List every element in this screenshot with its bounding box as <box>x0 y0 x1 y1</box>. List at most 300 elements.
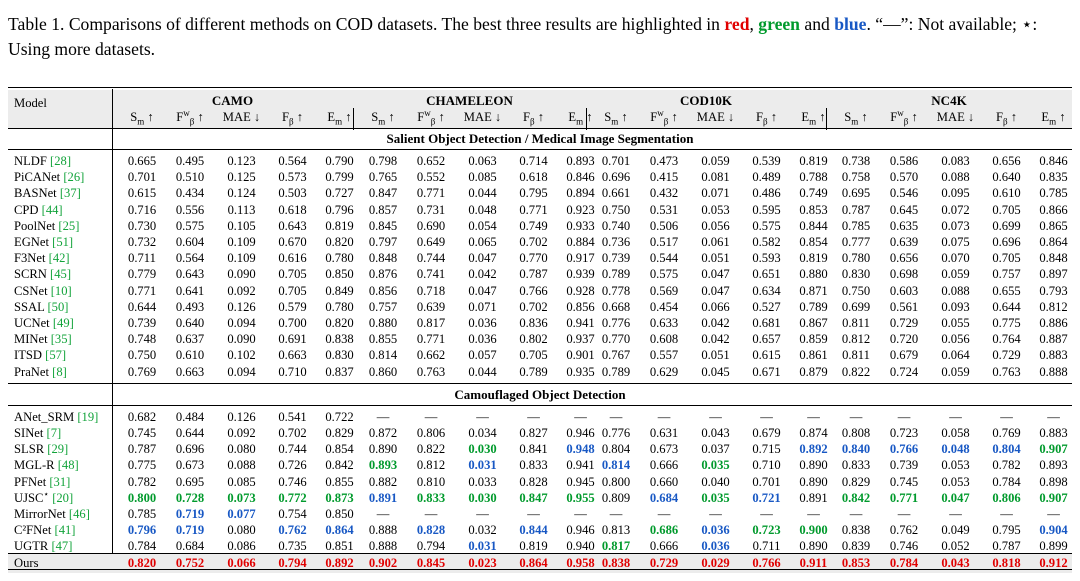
table-cell: 0.126 <box>227 299 256 314</box>
table-cell: 0.818 <box>992 555 1021 570</box>
table-cell: 0.695 <box>841 186 871 201</box>
citation-link[interactable]: [25] <box>55 218 80 233</box>
table-cell: 0.726 <box>278 458 307 473</box>
metric-header: $F_\beta$ ↑ <box>755 110 778 127</box>
citation-link[interactable]: [37] <box>56 186 81 201</box>
table-cell: 0.820 <box>325 316 354 330</box>
table-cell: 0.042 <box>701 316 730 330</box>
table-cell: — <box>657 507 671 521</box>
table-cell: 0.663 <box>175 364 205 379</box>
column-header-model: Model <box>14 96 47 110</box>
table-cell: 0.766 <box>752 555 781 570</box>
table-cell: 0.644 <box>175 426 205 440</box>
table-cell: 0.057 <box>468 348 497 363</box>
table-cell: 0.637 <box>175 332 205 347</box>
table-cell: 0.883 <box>1039 426 1068 440</box>
table-cell: 0.855 <box>368 332 398 347</box>
table-cell: 0.958 <box>566 555 595 570</box>
table-cell: 0.771 <box>889 490 919 505</box>
citation-link[interactable]: [26] <box>60 170 85 185</box>
table-cell: 0.782 <box>992 458 1021 473</box>
table-cell: 0.891 <box>799 490 828 505</box>
citation-link[interactable]: [28] <box>46 154 72 168</box>
citation-link[interactable]: [41] <box>51 523 76 538</box>
table-cell: 0.573 <box>278 170 307 185</box>
table-cell: — <box>527 409 540 424</box>
table-cell: 0.739 <box>889 458 919 473</box>
table-cell: 0.631 <box>649 426 679 440</box>
citation-link[interactable]: [42] <box>45 251 70 266</box>
table-cell: 0.716 <box>127 202 157 217</box>
model-name <box>14 425 112 441</box>
table-cell: 0.784 <box>889 555 919 570</box>
citation-link[interactable]: [19] <box>74 409 99 424</box>
model-name <box>14 409 112 425</box>
table-cell: 0.541 <box>278 409 307 424</box>
model-label: BASNet <box>14 186 57 201</box>
table-cell: 0.779 <box>127 267 157 282</box>
table-cell: 0.059 <box>941 267 970 282</box>
table-cell: 0.754 <box>278 507 307 521</box>
table-cell: 0.702 <box>278 426 307 440</box>
table-cell: 0.109 <box>227 251 256 266</box>
table-cell: — <box>609 507 623 521</box>
table-cell: 0.582 <box>752 235 781 249</box>
model-label: C²FNet <box>14 523 52 538</box>
table-cell: 0.853 <box>799 202 828 217</box>
table-cell: 0.681 <box>752 316 781 330</box>
table-cell: 0.833 <box>416 490 446 505</box>
citation-link[interactable]: [45] <box>46 267 72 282</box>
table-cell: 0.493 <box>175 299 205 314</box>
table-cell: 0.923 <box>566 202 595 217</box>
table-cell: 0.806 <box>416 426 446 440</box>
citation-link[interactable]: [47] <box>48 539 73 554</box>
table-cell: 0.838 <box>325 332 354 347</box>
citation-link[interactable]: [20] <box>49 490 74 505</box>
model-label: UGTR <box>14 539 49 554</box>
table-cell: 0.705 <box>278 283 307 298</box>
table-cell: 0.679 <box>752 426 781 440</box>
table-cell: 0.063 <box>468 154 497 168</box>
table-cell: 0.854 <box>325 442 354 457</box>
table-cell: 0.570 <box>889 170 919 185</box>
table-cell: 0.946 <box>566 523 595 538</box>
table-cell: 0.835 <box>1039 170 1068 185</box>
table-cell: 0.043 <box>941 555 970 570</box>
table-cell: 0.662 <box>416 348 446 363</box>
table-cell: 0.746 <box>278 474 307 489</box>
table-cell: 0.434 <box>175 186 205 201</box>
table-cell: 0.872 <box>368 426 398 440</box>
table-cell: 0.820 <box>325 235 354 249</box>
table-cell: 0.795 <box>519 186 548 201</box>
model-label: MINet <box>14 332 48 347</box>
table-cell: 0.702 <box>519 299 548 314</box>
table-cell: 0.789 <box>601 267 631 282</box>
table-cell: 0.822 <box>416 442 446 457</box>
table-cell: 0.842 <box>841 490 871 505</box>
table-cell: 0.880 <box>368 316 398 330</box>
table-cell: 0.810 <box>416 474 446 489</box>
model-label: Ours <box>14 555 39 570</box>
table-cell: 0.897 <box>1039 267 1068 282</box>
table-cell: 0.765 <box>368 170 398 185</box>
model-label: PiCANet <box>14 170 61 185</box>
table-cell: 0.849 <box>325 283 354 298</box>
table-cell: 0.955 <box>566 490 595 505</box>
model-name <box>14 283 112 299</box>
table-cell: 0.649 <box>416 235 446 249</box>
table-cell: 0.665 <box>127 154 157 168</box>
table-cell: — <box>1000 409 1013 424</box>
column-divider <box>112 89 113 570</box>
table-cell: 0.873 <box>325 490 354 505</box>
citation-link[interactable]: [7] <box>43 426 62 440</box>
metric-header: $F^w_\beta$ ↑ <box>650 107 678 127</box>
table-cell: 0.710 <box>752 458 781 473</box>
table-cell: 0.088 <box>227 458 256 473</box>
citation-link[interactable]: [29] <box>44 442 69 457</box>
table-cell: 0.042 <box>701 332 730 347</box>
citation-link[interactable]: [35] <box>47 332 72 347</box>
table-cell: 0.644 <box>992 299 1021 314</box>
table-cell: 0.660 <box>649 474 679 489</box>
table-cell: — <box>807 409 820 424</box>
table-cell: 0.666 <box>649 539 679 554</box>
table-cell: — <box>527 507 540 521</box>
table-cell: 0.739 <box>601 251 631 266</box>
table-cell: 0.047 <box>701 267 730 282</box>
citation-link[interactable]: [44] <box>38 202 63 217</box>
table-cell: 0.787 <box>841 202 871 217</box>
table-cell: 0.044 <box>468 364 497 379</box>
table-cell: — <box>574 409 587 424</box>
table-cell: 0.888 <box>1039 364 1068 379</box>
model-label: MGL-R <box>14 458 55 473</box>
table-cell: 0.882 <box>368 474 398 489</box>
table-cell: 0.782 <box>127 474 157 489</box>
table-cell: 0.867 <box>799 316 828 330</box>
table-cell: 0.048 <box>468 202 497 217</box>
table-cell: 0.757 <box>992 267 1021 282</box>
table-cell: 0.701 <box>127 170 157 185</box>
table-cell: 0.830 <box>325 348 354 363</box>
table-cell: 0.030 <box>468 442 497 457</box>
table-cell: 0.846 <box>566 170 595 185</box>
table-cell: 0.819 <box>325 218 354 233</box>
table-cell: 0.883 <box>1039 348 1068 363</box>
model-label: F3Net <box>14 251 46 266</box>
table-cell: 0.784 <box>127 539 157 554</box>
table-cell: 0.047 <box>701 283 730 298</box>
table-cell: 0.785 <box>841 218 871 233</box>
metric-header: $E_m$ ↑ <box>1041 110 1066 127</box>
table-cell: 0.673 <box>649 442 679 457</box>
citation-link[interactable]: [46] <box>65 507 90 521</box>
table-cell: 0.123 <box>227 154 256 168</box>
table-cell: 0.639 <box>889 235 919 249</box>
table-cell: 0.699 <box>992 218 1021 233</box>
table-cell: 0.634 <box>752 283 781 298</box>
table-cell: 0.661 <box>601 186 631 201</box>
table-cell: 0.034 <box>468 426 497 440</box>
metric-header: $F_\beta$ ↑ <box>522 110 545 127</box>
citation-link[interactable]: [10] <box>47 283 72 298</box>
table-cell: 0.564 <box>278 154 307 168</box>
citation-link[interactable]: [50] <box>44 299 69 314</box>
column-divider <box>826 108 827 130</box>
table-cell: 0.029 <box>701 555 730 570</box>
model-name <box>14 441 112 457</box>
table-cell: 0.615 <box>752 348 781 363</box>
table-cell: 0.722 <box>325 409 354 424</box>
table-cell: 0.671 <box>752 364 781 379</box>
table-cell: 0.023 <box>468 555 497 570</box>
table-cell: 0.059 <box>701 154 730 168</box>
table-cell: 0.604 <box>175 235 205 249</box>
table-cell: 0.561 <box>889 299 919 314</box>
table-cell: 0.656 <box>992 154 1021 168</box>
table-cell: 0.699 <box>841 299 871 314</box>
metric-header: $E_m$ ↑ <box>327 110 352 127</box>
table-cell: 0.036 <box>701 539 730 554</box>
table-cell: 0.758 <box>841 170 871 185</box>
model-label: CSNet <box>14 283 48 298</box>
table-cell: 0.575 <box>649 267 679 282</box>
table-cell: 0.808 <box>841 426 871 440</box>
table-cell: 0.879 <box>799 364 828 379</box>
table-cell: 0.787 <box>992 539 1021 554</box>
metric-header: $F_\beta$ ↑ <box>995 110 1018 127</box>
table-cell: 0.946 <box>566 426 595 440</box>
model-name <box>14 522 112 538</box>
table-cell: 0.090 <box>227 267 256 282</box>
table-cell: 0.073 <box>941 218 970 233</box>
table-cell: 0.711 <box>752 539 781 554</box>
table-cell: 0.902 <box>368 555 398 570</box>
citation-link[interactable]: [48] <box>54 458 79 473</box>
table-cell: 0.696 <box>992 235 1021 249</box>
table-cell: 0.036 <box>701 523 730 538</box>
table-cell: 0.053 <box>941 458 970 473</box>
table-cell: 0.933 <box>566 218 595 233</box>
table-cell: 0.503 <box>278 186 307 201</box>
citation-link[interactable]: [31] <box>46 474 71 489</box>
table-cell: 0.686 <box>649 523 679 538</box>
table-cell: 0.794 <box>416 539 446 554</box>
table-cell: — <box>376 409 390 424</box>
table-cell: 0.045 <box>701 364 730 379</box>
table-cell: 0.736 <box>601 235 631 249</box>
table-cell: 0.031 <box>468 458 497 473</box>
table-cell: 0.639 <box>416 299 446 314</box>
table-cell: 0.489 <box>752 170 781 185</box>
table-cell: 0.735 <box>278 539 307 554</box>
table-cell: 0.705 <box>992 202 1021 217</box>
table-cell: 0.901 <box>566 348 595 363</box>
citation-link[interactable]: [51] <box>48 235 74 249</box>
table-cell: 0.724 <box>889 364 919 379</box>
table-cell: 0.850 <box>325 267 354 282</box>
table-cell: 0.871 <box>799 283 828 298</box>
table-cell: 0.780 <box>325 251 354 266</box>
table-cell: 0.720 <box>889 332 919 347</box>
table-cell: 0.844 <box>519 523 548 538</box>
model-label: PFNet <box>14 474 47 489</box>
table-cell: 0.848 <box>1039 251 1068 266</box>
table-cell: 0.820 <box>127 555 157 570</box>
table-cell: 0.643 <box>175 267 205 282</box>
metric-header: $F^w_\beta$ ↑ <box>890 107 918 127</box>
table-cell: 0.056 <box>701 218 730 233</box>
table-cell: 0.766 <box>889 442 919 457</box>
table-cell: 0.827 <box>519 426 548 440</box>
table-cell: 0.819 <box>519 539 548 554</box>
table-cell: 0.702 <box>519 235 548 249</box>
table-cell: 0.454 <box>649 299 679 314</box>
table-cell: 0.051 <box>701 348 730 363</box>
metric-header: $F_\beta$ ↑ <box>281 110 304 127</box>
table-cell: 0.771 <box>416 332 446 347</box>
metric-header: MAE ↓ <box>936 110 975 124</box>
metric-header: $F^w_\beta$ ↑ <box>417 107 445 127</box>
table-cell: 0.729 <box>649 555 679 570</box>
model-name <box>14 457 112 473</box>
table-cell: 0.893 <box>566 154 595 168</box>
table-cell: 0.615 <box>127 186 157 201</box>
table-cell: 0.035 <box>701 490 730 505</box>
table-cell: 0.729 <box>889 316 919 330</box>
table-cell: 0.081 <box>701 170 730 185</box>
table-cell: 0.061 <box>701 235 730 249</box>
table-cell: — <box>849 507 863 521</box>
table-cell: 0.746 <box>889 539 919 554</box>
table-cell: 0.829 <box>841 474 871 489</box>
table-cell: 0.527 <box>752 299 781 314</box>
table-cell: 0.092 <box>227 426 256 440</box>
table-cell: 0.845 <box>368 218 398 233</box>
table-cell: 0.860 <box>368 364 398 379</box>
table-cell: — <box>657 409 671 424</box>
table-rule <box>8 87 1072 88</box>
table-cell: 0.833 <box>519 458 548 473</box>
metric-header: $S_m$ ↑ <box>371 110 395 127</box>
table-cell: 0.763 <box>416 364 446 379</box>
table-cell: 0.789 <box>799 299 828 314</box>
table-cell: — <box>376 507 390 521</box>
table-cell: 0.552 <box>416 170 446 185</box>
table-cell: 0.864 <box>325 523 354 538</box>
table-cell: 0.608 <box>649 332 679 347</box>
table-cell: 0.080 <box>227 523 256 538</box>
metric-header: MAE ↓ <box>696 110 735 124</box>
table-cell: 0.789 <box>601 364 631 379</box>
table-cell: 0.595 <box>752 202 781 217</box>
table-cell: 0.890 <box>368 442 398 457</box>
table-cell: 0.859 <box>799 332 828 347</box>
table-cell: 0.071 <box>701 186 730 201</box>
table-cell: 0.749 <box>799 186 828 201</box>
table-caption: Table 1. Comparisons of different methods on COD datasets. The best three results are highlighted in red, green and blue. “—”: Not available; ⋆: Using more datasets. <box>8 14 1038 59</box>
table-cell: 0.762 <box>278 523 307 538</box>
table-cell: 0.757 <box>368 299 398 314</box>
table-cell: 0.731 <box>416 202 446 217</box>
table-cell: 0.812 <box>841 332 871 347</box>
table-cell: 0.618 <box>278 202 307 217</box>
table-cell: 0.616 <box>278 251 307 266</box>
table-cell: 0.767 <box>601 348 631 363</box>
table-cell: 0.846 <box>1039 154 1068 168</box>
table-cell: 0.851 <box>325 539 354 554</box>
table-cell: 0.845 <box>416 555 446 570</box>
metric-header: $E_m$ ↑ <box>801 110 826 127</box>
table-cell: 0.798 <box>368 154 398 168</box>
model-name <box>14 202 112 218</box>
table-cell: 0.040 <box>701 474 730 489</box>
table-cell: 0.695 <box>175 474 205 489</box>
model-name <box>14 266 112 282</box>
table-cell: 0.840 <box>841 442 871 457</box>
table-cell: 0.892 <box>325 555 354 570</box>
model-name <box>14 506 112 522</box>
table-cell: 0.506 <box>649 218 679 233</box>
table-cell: 0.817 <box>601 539 631 554</box>
table-cell: 0.058 <box>941 426 970 440</box>
table-cell: 0.633 <box>649 316 679 330</box>
table-cell: 0.719 <box>175 507 205 521</box>
table-cell: 0.070 <box>941 251 970 266</box>
dataset-header-camo: CAMO <box>211 93 254 108</box>
table-cell: — <box>424 507 438 521</box>
citation-link[interactable]: [57] <box>42 348 67 363</box>
metric-header: $E_m$ ↑ <box>568 110 593 127</box>
table-cell: 0.886 <box>1039 316 1068 330</box>
table-cell: 0.728 <box>175 490 205 505</box>
table-cell: 0.864 <box>1039 235 1068 249</box>
model-name <box>14 299 112 315</box>
table-cell: 0.603 <box>889 283 919 298</box>
table-cell: — <box>574 507 587 521</box>
table-cell: 0.085 <box>227 474 256 489</box>
table-cell: 0.745 <box>127 426 157 440</box>
table-cell: 0.705 <box>278 267 307 282</box>
table-cell: — <box>424 409 438 424</box>
section-title: Salient Object Detection / Medical Image Segmentation <box>386 131 694 146</box>
table-cell: 0.071 <box>468 299 497 314</box>
table-cell: 0.080 <box>227 442 256 457</box>
table-cell: 0.652 <box>416 154 446 168</box>
table-cell: 0.094 <box>227 364 256 379</box>
citation-link[interactable]: [8] <box>48 364 67 379</box>
citation-link[interactable]: [49] <box>49 316 74 330</box>
table-cell: 0.618 <box>519 170 548 185</box>
table-cell: 0.793 <box>1039 283 1068 298</box>
table-cell: — <box>849 409 863 424</box>
table-cell: 0.113 <box>227 202 256 217</box>
model-name <box>14 250 112 266</box>
table-cell: 0.036 <box>468 332 497 347</box>
table-rule <box>8 149 1072 150</box>
table-cell: 0.769 <box>127 364 157 379</box>
table-cell: 0.054 <box>468 218 497 233</box>
table-cell: 0.682 <box>127 409 157 424</box>
table-cell: 0.064 <box>941 348 970 363</box>
model-name <box>14 347 112 363</box>
table-cell: 0.780 <box>325 299 354 314</box>
table-cell: 0.415 <box>649 170 679 185</box>
table-cell: 0.031 <box>468 539 497 554</box>
